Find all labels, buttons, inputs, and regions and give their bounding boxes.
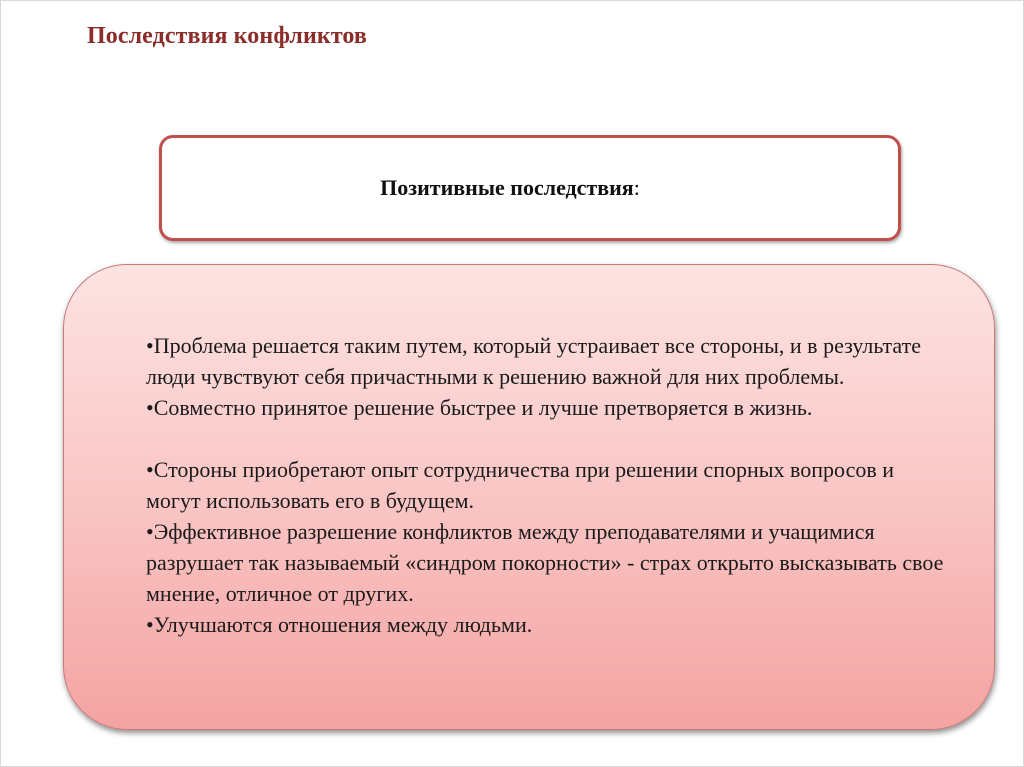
bullet-list [146,330,946,640]
header-label: Позитивные последствия [380,175,634,200]
bullet-item: •Проблема решается таким путем, который устраивает все стороны, и в результате люди чувствуют себя причастными к решению важной для них проблемы. [146,333,921,389]
header-box [159,135,901,241]
slide-title: Последствия конфликтов [87,23,367,49]
header-label-wrapper [380,175,680,201]
bullet-item: •Совместно принятое решение быстрее и лучше претворяется в жизнь. [146,395,813,420]
bullet-item: •Улучшаются отношения между людьми. [146,612,533,637]
bullet-item: •Стороны приобретают опыт сотрудничества при решении спорных вопросов и могут использовать его в будущем. [146,457,894,513]
bullet-item: •Эффективное разрешение конфликтов между преподавателями и учащимися разрушает так называемый «синдром покорности» - страх открыто высказывать свое мнение, отличное от других. [146,519,944,606]
header-colon: : [633,175,640,200]
content-box [63,264,995,730]
